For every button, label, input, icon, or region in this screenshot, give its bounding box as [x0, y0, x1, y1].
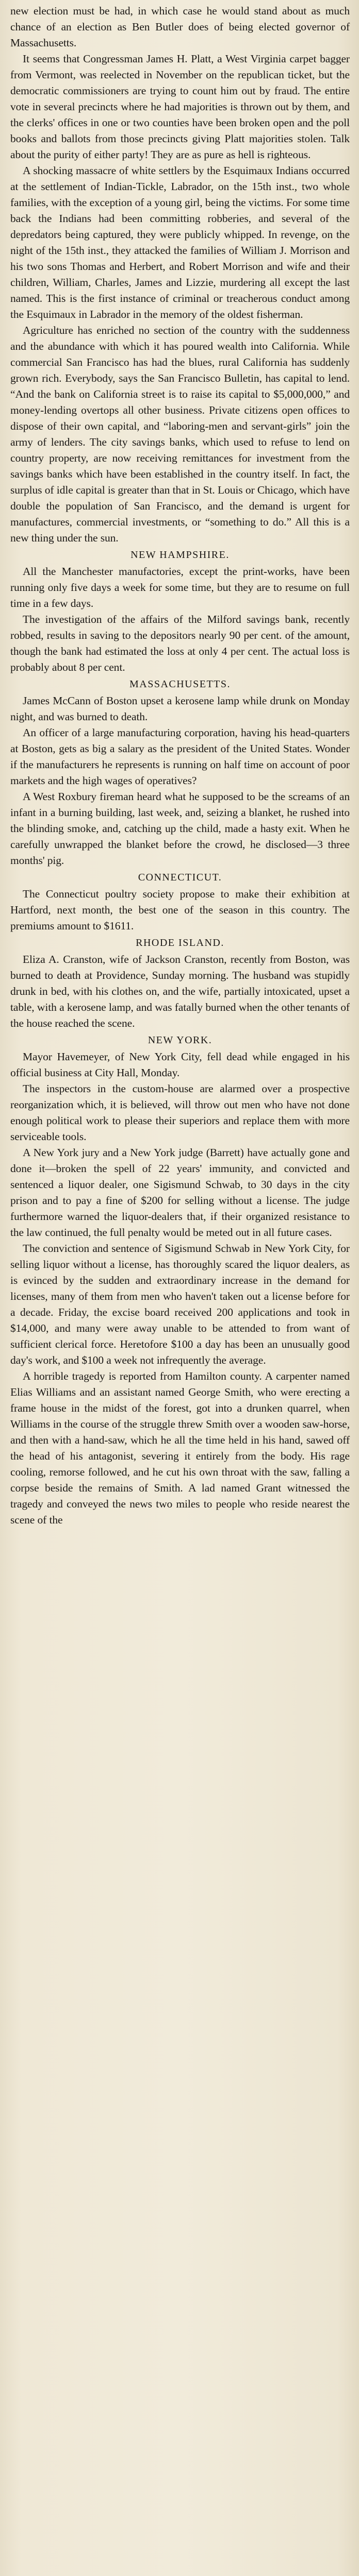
section-heading: NEW YORK. — [148, 1035, 213, 1046]
paragraph: All the Manchester manufactories, except the print-works, have been running only five days a week for some time, but they are to resume on full time in a few days. — [10, 565, 350, 609]
paragraph: A shocking massacre of white settlers by the Esquimaux Indians occurred at the settlement of Indian-Tickle, Labrador, on the 15th inst., two whole families, with the exception of a young girl, being the victims. For some time back the Indians had been committing robberies, and several of the depredators being captured, they were publicly whipped. In revenge, on the night of the 15th inst., they attacked the families of William J. Morrison and his two sons Thomas and Herbert, and Robert Morrison and wife and their children, William, Charles, James and Lizzie, murdering all except the last named. This is the first instance of criminal or treacherous conduct among the Esquimaux in Labrador in the memory of the oldest fisherman. — [10, 164, 350, 320]
section-heading: RHODE ISLAND. — [136, 937, 224, 948]
paragraph: A horrible tragedy is reported from Hamilton county. A carpenter named Elias Williams and an assistant named George Smith, who were erecting a frame house in the midst of the forest, got into a drunken quarrel, when Williams in the course of the struggle threw Smith over a wooden saw-horse, and then with a hand-saw, which he all the time held in his hand, sawed off the head of his antagonist, severing it entirely from the body. His rage cooling, remorse followed, and he cut his own throat with the saw, falling a corpse beside the remains of Smith. A lad named Grant witnessed the tragedy and conveyed the news two miles to people who reside nearest the scene of the — [10, 1370, 350, 1526]
paragraph: new election must be had, in which case he would stand about as much chance of an election as Ben Butler does of being elected governor of Massachusetts. — [10, 5, 350, 49]
paragraph: The Connecticut poultry society propose to make their exhibition at Hartford, next month, the best one of the season in this country. The premiums amount to $1611. — [10, 888, 350, 932]
paragraph: Eliza A. Cranston, wife of Jackson Cranston, recently from Boston, was burned to death at Providence, Sunday morning. The husband was stupidly drunk in bed, with his clothes on, and the wife, partially intoxicated, upset a table, with a kerosene lamp, and was fatally burned when the other tenants of the house reached the scene. — [10, 953, 350, 1029]
paragraph: Agriculture has enriched no section of the country with the suddenness and the abundance with which it has poured wealth into California. While commercial San Francisco has had the blues, rural California has suddenly grown rich. Everybody, says the San Francisco Bulletin, has capital to lend. “And the bank on California street is to raise its capital to $5,000,000,” and money-lending overtops all other business. Private citizens open offices to dispose of their own capital, and “laboring-men and servant-girls” join the army of lenders. The city savings banks, which used to refuse to lend on country property, are now receiving remittances for investment from the savings banks which have been established in the country itself. In fact, the surplus of idle capital is greater than that in St. Louis or Chicago, which have double the population of San Francisco, and the demand is urgent for manufactures, commercial investments, or “something to do.” All this is a new thing under the sun. — [10, 324, 350, 544]
paragraph: A West Roxbury fireman heard what he supposed to be the screams of an infant in a burning building, last week, and, seizing a blanket, he rushed into the blinding smoke, and, catching up the child, made a hasty exit. When he carefully unwrapped the blanket before the crowd, he disclosed—3 three months' pig. — [10, 790, 350, 867]
paragraph: It seems that Congressman James H. Platt, a West Virginia carpet bagger from Vermont, was reelected in November on the republican ticket, but the democratic commissioners are trying to count him out by fraud. The entire vote in several precincts where he had majorities is thrown out by them, and the clerks' offices in one or two counties have been broken open and the poll books and ballots from those precincts giving Platt majorities stolen. Talk about the purity of either party! They are as pure as hell is righteous. — [10, 53, 350, 161]
paragraph: An officer of a large manufacturing corporation, having his head-quarters at Boston, gets as big a salary as the president of the United States. Wonder if the manufacturers he represents is running on half time on account of poor markets and the high wages of operatives? — [10, 726, 350, 787]
paragraph: Mayor Havemeyer, of New York City, fell dead while engaged in his official business at City Hall, Monday. — [10, 1050, 350, 1079]
article-column — [10, 3, 350, 1528]
paragraph: James McCann of Boston upset a kerosene lamp while drunk on Monday night, and was burned to death. — [10, 694, 350, 723]
section-heading: CONNECTICUT. — [138, 872, 222, 883]
paragraph: The inspectors in the custom-house are alarmed over a prospective reorganization which, it is believed, will throw out men who have not done enough political work to please their superiors and replace them with more serviceable tools. — [10, 1082, 350, 1143]
paragraph: A New York jury and a New York judge (Barrett) have actually gone and done it—broken the spell of 22 years' immunity, and convicted and sentenced a liquor dealer, one Sigismund Schwab, to 30 days in the city prison and to pay a fine of $200 for selling without a license. The judge furthermore warned the liquor-dealers that, if their organized resistance to the law continued, the full penalty would be meted out in all future cases. — [10, 1146, 350, 1239]
paragraph: The investigation of the affairs of the Milford savings bank, recently robbed, results in saving to the depositors nearly 90 per cent. of the amount, though the bank had estimated the loss at only 4 per cent. The actual loss is probably about 8 per cent. — [10, 613, 350, 673]
paragraph: The conviction and sentence of Sigismund Schwab in New York City, for selling liquor without a license, has thoroughly scared the liquor dealers, as is evinced by the sudden and extraordinary increase in the demand for licenses, many of them from men who haven't taken out a license before for a decade. Friday, the excise board received 200 applications and took in $14,000, and many were away unable to be attended to from want of sufficient clerical force. Heretofore $100 a day has been an unusually good day's work, and $100 a week not infrequently the average. — [10, 1242, 350, 1366]
section-heading: MASSACHUSETTS. — [129, 679, 231, 690]
section-heading: NEW HAMPSHIRE. — [130, 549, 230, 561]
